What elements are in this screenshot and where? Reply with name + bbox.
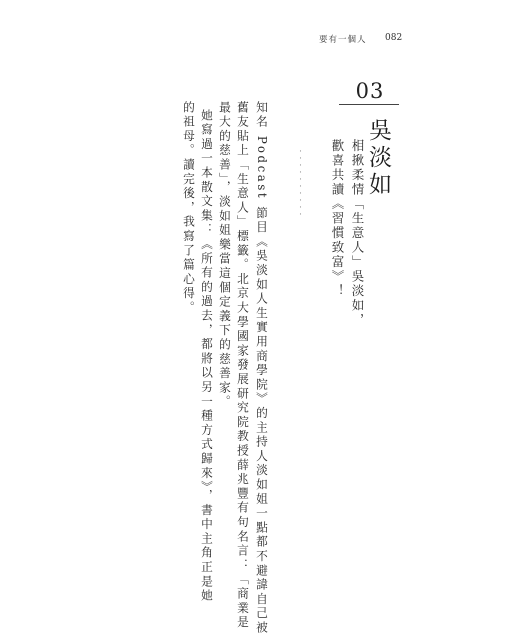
body-text-column: 的祖母。讀完後，我寫了篇心得。 bbox=[182, 101, 196, 316]
chapter-title: 吳淡如 bbox=[365, 118, 391, 199]
body-text-column: 她寫過一本散文集：《所有的過去，都將以另一種方式歸來》，書中主角正是她 bbox=[200, 109, 214, 604]
body-text-column: 舊友貼上「生意人」標籤。北京大學國家發展研究院教授薛兆豐有句名言：「商業是 bbox=[236, 101, 250, 631]
page-number: 082 bbox=[385, 33, 403, 43]
chapter-number: 03 bbox=[355, 79, 385, 103]
body-text-column: 最大的慈善」，淡如姐樂當這個定義下的慈善家。 bbox=[218, 101, 232, 410]
running-header-title: 要有一個人 bbox=[319, 35, 367, 45]
decorative-dot-divider: ・・・・・・・・・・ bbox=[296, 148, 303, 218]
chapter-subtitle-line: 相揪柔情「生意人」吳淡如， bbox=[350, 139, 365, 328]
body-text-column: 知名 Podcast 節目《吳淡如人生實用商學院》的主持人淡如姐一點都不避諱自己被 bbox=[255, 101, 269, 636]
chapter-subtitle-line: 歡喜共讀《習慣致富》！ bbox=[330, 139, 345, 299]
chapter-divider-rule bbox=[339, 104, 399, 105]
